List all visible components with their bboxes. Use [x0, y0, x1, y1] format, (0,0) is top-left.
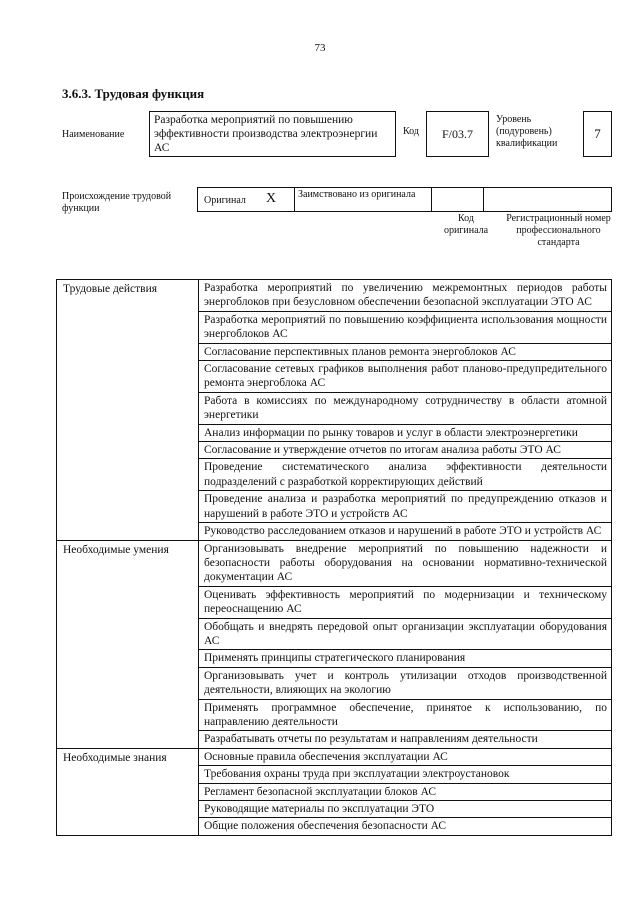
item-cell: Согласование сетевых графиков выполнения работ планово-предупредительного ремонта энергоблока АС — [199, 361, 612, 393]
item-cell: Проведение анализа и разработка мероприятий по предупреждению отказов и нарушений в работе ЭТО и устройств АС — [199, 491, 612, 523]
item-cell: Регламент безопасной эксплуатации блоков АС — [199, 783, 612, 800]
origin-original-cell — [198, 188, 295, 211]
table-row — [57, 540, 612, 586]
item-cell: Основные правила обеспечения эксплуатации АС — [199, 748, 612, 765]
item-cell: Руководящие материалы по эксплуатации ЭТО — [199, 801, 612, 818]
item-cell: Согласование и утверждение отчетов по итогам анализа работы ЭТО АС — [199, 442, 612, 459]
item-cell: Применять принципы стратегического планирования — [199, 650, 612, 667]
original-code-cell — [432, 188, 484, 211]
original-code-label: Код оригинала — [443, 213, 489, 236]
item-cell: Требования охраны труда при эксплуатации электроустановок — [199, 766, 612, 783]
item-cell: Работа в комиссиях по международному сотрудничеству в области атомной энергетики — [199, 392, 612, 424]
item-cell: Проведение систематического анализа эффективности деятельности подразделений с разработкой корректирующих действий — [199, 459, 612, 491]
category-cell: Необходимые умения — [57, 540, 199, 748]
item-cell: Руководство расследованием отказов и нарушений в работе ЭТО и устройств АС — [199, 523, 612, 540]
item-cell: Организовывать внедрение мероприятий по повышению надежности и безопасности работы оборудования на основании нормативно-технической документации АС — [199, 540, 612, 586]
category-cell: Необходимые знания — [57, 748, 199, 835]
registration-number-label: Регистрационный номер профессионального стандарта — [506, 213, 611, 248]
item-cell: Разработка мероприятий по повышению коэффициента использования мощности энергоблоков АС — [199, 311, 612, 343]
qualification-level-box: 7 — [583, 111, 612, 157]
table-row — [57, 748, 612, 765]
item-cell: Обобщать и внедрять передовой опыт организации эксплуатации оборудования АС — [199, 618, 612, 650]
item-cell: Оценивать эффективность мероприятий по модернизации и техническому переоснащению АС — [199, 586, 612, 618]
original-mark: X — [266, 191, 277, 206]
function-details-table — [56, 279, 612, 836]
original-label: Оригинал — [204, 195, 246, 206]
item-cell: Применять программное обеспечение, принятое к использованию, по направлению деятельности — [199, 699, 612, 731]
code-label: Код — [403, 126, 419, 137]
table-row — [57, 280, 612, 312]
registration-number-cell — [484, 188, 611, 211]
page-number: 73 — [314, 42, 326, 54]
origin-table — [197, 187, 612, 212]
category-cell: Трудовые действия — [57, 280, 199, 541]
item-cell: Разрабатывать отчеты по результатам и направлениям деятельности — [199, 731, 612, 748]
item-cell: Разработка мероприятий по увеличению межремонтных периодов работы энергоблоков при безусловном обеспечении безопасной эксплуатации ЭТО АС — [199, 280, 612, 312]
item-cell: Согласование перспективных планов ремонта энергоблоков АС — [199, 343, 612, 360]
section-title: 3.6.3. Трудовая функция — [62, 86, 205, 101]
borrowed-label: Заимствовано из оригинала — [295, 188, 432, 211]
function-code-box: F/03.7 — [426, 111, 489, 157]
origin-label: Происхождение трудовой функции — [62, 191, 172, 214]
item-cell: Анализ информации по рынку товаров и услуг в области электроэнергетики — [199, 424, 612, 441]
qualification-level-label: Уровень (подуровень) квалификации — [496, 114, 558, 149]
item-cell: Организовывать учет и контроль утилизации отходов производственной деятельности, влияющих на экологию — [199, 667, 612, 699]
item-cell: Общие положения обеспечения безопасности АС — [199, 818, 612, 835]
name-label: Наименование — [62, 129, 125, 140]
function-name-box: Разработка мероприятий по повышению эффективности производства электроэнергии АС — [149, 111, 396, 157]
